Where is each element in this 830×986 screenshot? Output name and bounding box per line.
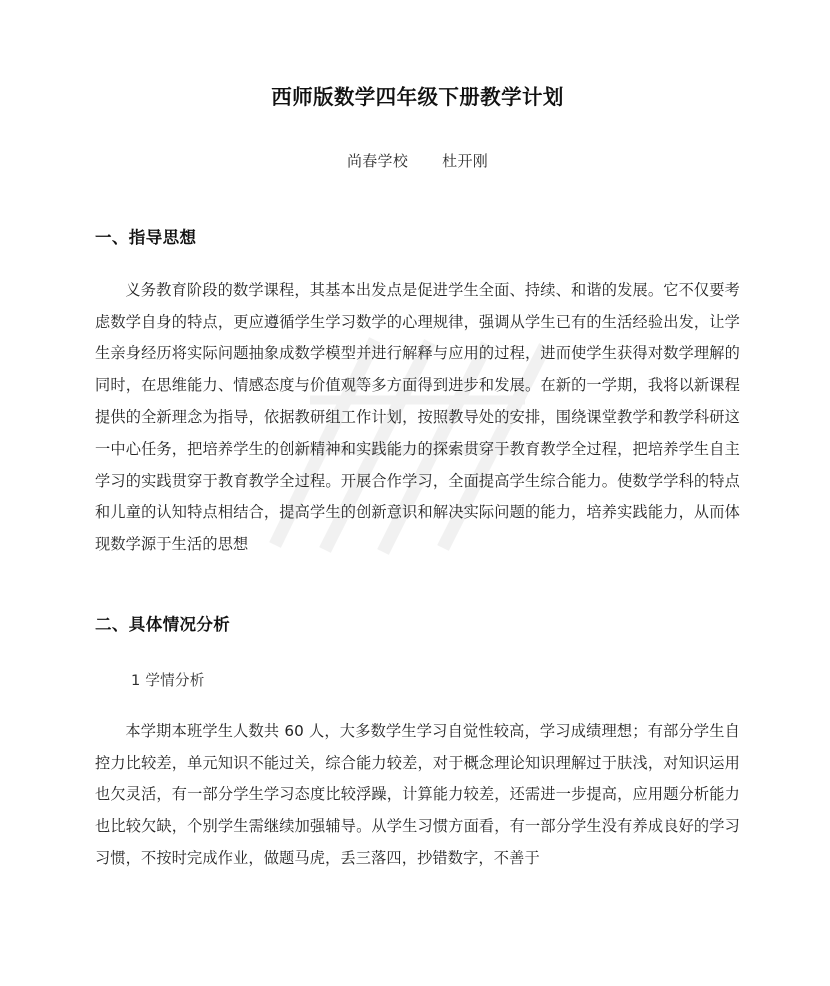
section-paragraph-situation-analysis: 本学期本班学生人数共 60 人，大多数学生学习自觉性较高，学习成绩理想；有部分学生自控力比较差，单元知识不能过关，综合能力较差，对于概念理论知识理解过于肤浅，对知识运用也欠灵活，有一部分学生学习态度比较浮躁，计算能力较差，还需进一步提高，应用题分析能力也比较欠缺，个别学生需继续加强辅导。从学生习惯方面看，有一部分学生没有养成良好的学习习惯，不按时完成作业，做题马虎，丢三落四，抄错数字，不善于 [95,721,740,868]
page-title: 西师版数学四年级下册教学计划 [271,85,564,109]
byline-school: 尚春学校 [346,151,409,170]
subsection-label-student-situation: 1 学情分析 [131,672,205,689]
byline-author: 杜开刚 [442,151,489,170]
byline [95,111,740,172]
section-paragraph-guiding-ideology: 义务教育阶段的数学课程，其基本出发点是促进学生全面、持续、和谐的发展。它不仅要考虑数学自身的特点，更应遵循学生学习数学的心理规律，强调从学生已有的生活经验出发，让学生亲身经历将实际问题抽象成数学模型并进行解释与应用的过程，进而使学生获得对数学理解的同时，在思维能力、情感态度与价值观等多方面得到进步和发展。在新的一学期，我将以新课程提供的全新理念为指导，依据教研组工作计划，按照教导处的安排，围绕课堂教学和教学科研这一中心任务，把培养学生的创新精神和实践能力的探索贯穿于教育教学全过程，把培养学生自主学习的实践贯穿于教育教学全过程。开展合作学习，全面提高学生综合能力。使数学学科的特点和儿童的认知特点相结合，提高学生的创新意识和解决实际问题的能力，培养实践能力，从而体现数学源于生活的思想 [95,280,740,554]
section-heading-guiding-ideology: 一、指导思想 [95,227,197,247]
section-heading-situation-analysis: 二、具体情况分析 [95,614,231,634]
